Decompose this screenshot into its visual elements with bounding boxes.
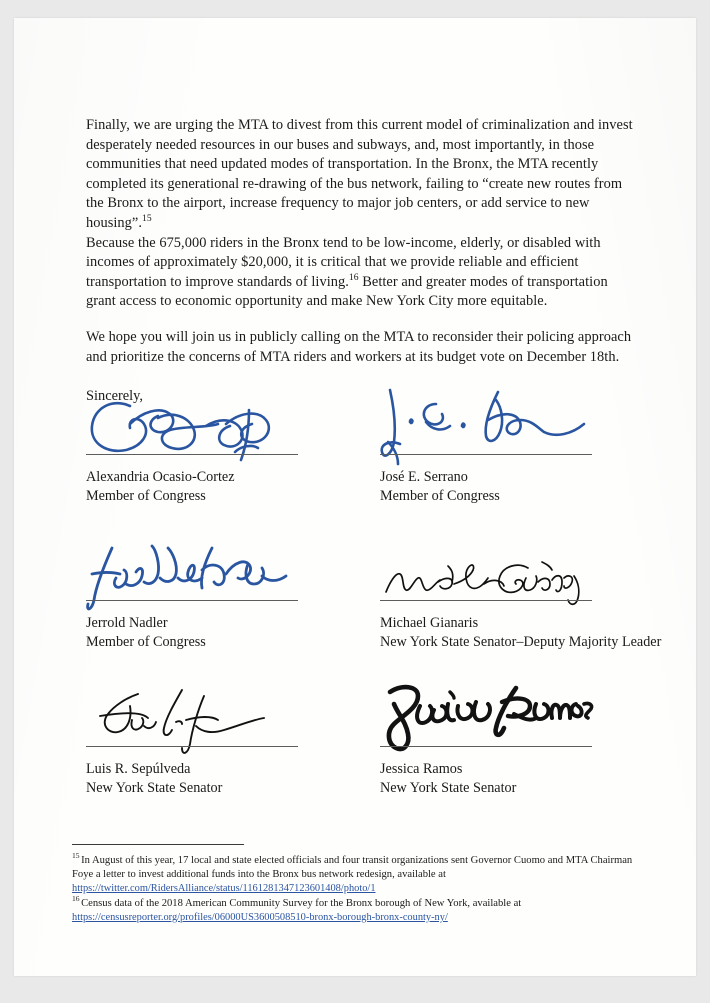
signature-row <box>86 538 694 653</box>
footnote-15-link[interactable]: https://twitter.com/RidersAlliance/status/1161281347123601408/photo/1 <box>72 883 376 895</box>
signature-grid <box>86 392 694 829</box>
paragraph-1b-text: Because the 675,000 riders in the Bronx tend to be low-income, elderly, or disabled with incomes of approximately $20,000, it is critical that we provide reliable and efficient transportation to improve standards of living. <box>86 234 601 290</box>
signature-line <box>380 746 592 747</box>
signatory-title: Member of Congress <box>380 488 500 505</box>
footnote-ref-15: 15 <box>142 213 152 225</box>
signature-block-ocasio-cortez <box>86 392 298 507</box>
signature-row <box>86 684 694 799</box>
signature-block-ramos <box>380 684 592 799</box>
signature-ink-gianaris <box>380 538 592 600</box>
signature-block-nadler <box>86 538 298 653</box>
footnotes-section <box>72 844 652 925</box>
signatory-name: Luis R. Sepúlveda <box>86 760 191 777</box>
signature-block-sepulveda <box>86 684 298 799</box>
paragraph-1c-text: Better and greater modes of transportation grant access to economic opportunity and make New York City more equitable. <box>86 273 608 310</box>
footnote-16-marker: 16 <box>72 894 80 904</box>
signatory-name: Alexandria Ocasio-Cortez <box>86 469 235 485</box>
signature-ink-ocasio-cortez <box>86 392 298 454</box>
paragraph-1 <box>86 116 640 312</box>
signatory-name: José E. Serrano <box>380 469 468 485</box>
paragraph-1-text: Finally, we are urging the MTA to divest from this current model of criminalization and invest desperately needed resources in our buses and subways, and, most importantly, in those communities that need updated modes of transportation. In the Bronx, the MTA recently completed its generational re-drawing of the bus network, failing to “create new routes from the Bronx to the airport, increase frequency to major job centers, or add service to new housing”. <box>86 117 633 231</box>
signature-block-serrano <box>380 392 592 507</box>
signatory-name: Michael Gianaris <box>380 614 479 631</box>
signatory-name: Jessica Ramos <box>380 760 463 777</box>
signature-row <box>86 392 694 507</box>
footnote-16-text: Census data of the 2018 American Community Survey for the Bronx borough of New York, available at <box>81 897 522 909</box>
signature-line <box>380 600 592 601</box>
signature-line <box>380 454 592 455</box>
signature-line <box>86 600 298 601</box>
paragraph-2: We hope you will join us in publicly calling on the MTA to reconsider their policing approach and prioritize the concerns of MTA riders and workers at its budget vote on December 18th. <box>86 328 632 365</box>
footnote-ref-16: 16 <box>348 271 359 283</box>
footnote-separator <box>72 844 244 845</box>
scanned-page <box>14 18 696 976</box>
closing-salutation: Sincerely, <box>86 388 144 405</box>
footnote-16-link[interactable]: https://censusreporter.org/profiles/06000US3600508510-bronx-borough-bronx-county-ny/ <box>72 911 448 923</box>
signatory-title: New York State Senator–Deputy Majority Leader <box>380 634 662 651</box>
signature-ink-serrano <box>380 392 592 454</box>
signature-line <box>86 454 298 455</box>
signatory-title: New York State Senator <box>86 780 223 797</box>
signature-block-gianaris <box>380 538 662 653</box>
footnote-15-marker: 15 <box>72 851 80 861</box>
footnote-15 <box>72 851 652 897</box>
signature-ink-nadler <box>86 538 298 600</box>
signatory-title: Member of Congress <box>86 634 206 651</box>
signatory-name: Jerrold Nadler <box>86 614 168 631</box>
signatory-title: New York State Senator <box>380 780 517 797</box>
footnote-16 <box>72 894 652 925</box>
footnote-15-text: In August of this year, 17 local and state elected officials and four transit organizations sent Governor Cuomo and MTA Chairman Foye a letter to invest additional funds into the Bronx bus network redesign, available at <box>72 855 633 881</box>
signature-ink-sepulveda <box>86 684 298 746</box>
signature-ink-ramos <box>380 684 592 746</box>
signature-line <box>86 746 298 747</box>
signatory-title: Member of Congress <box>86 488 206 505</box>
letter-body <box>86 116 640 407</box>
